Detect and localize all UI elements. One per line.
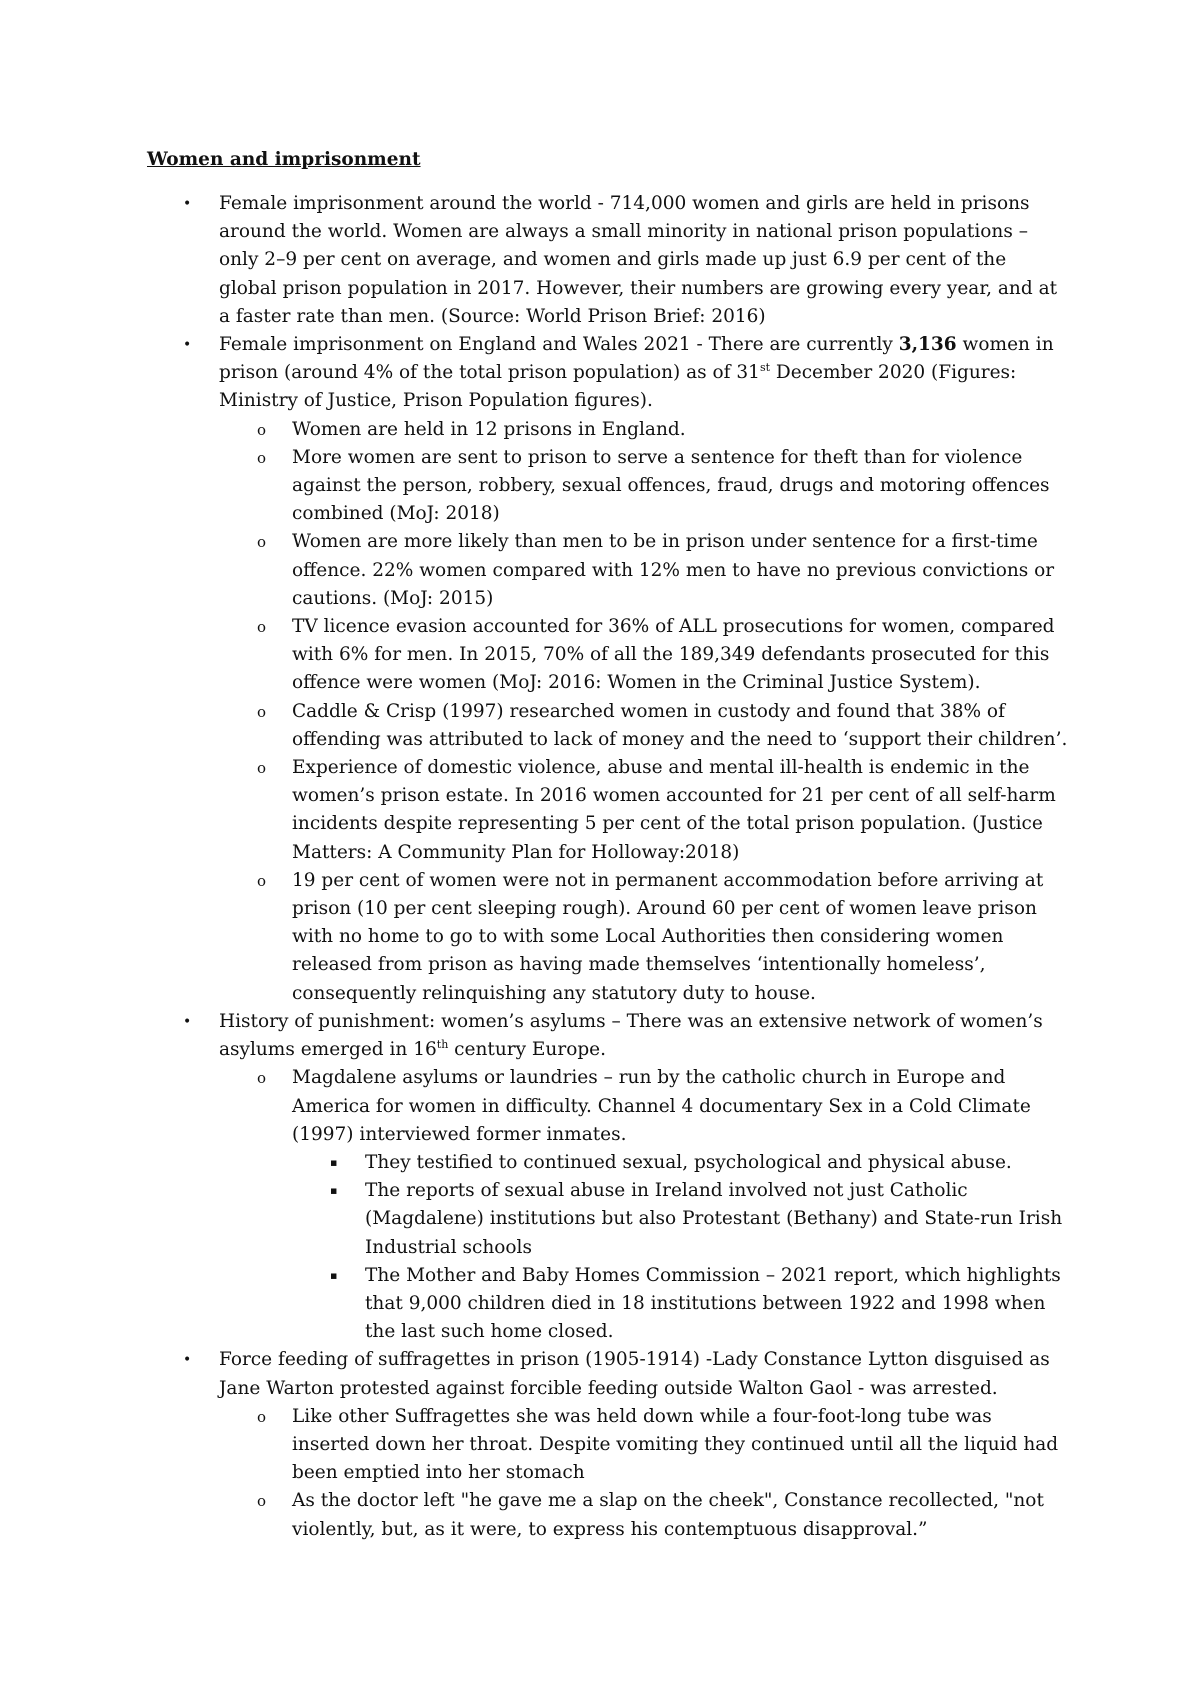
bullet-marker: ▪ <box>330 1155 338 1169</box>
list-item-text: More women are sent to prison to serve a sentence for theft than for violence against the person, robbery, sexual offences, fraud, drugs and motoring offences combined (MoJ: 2018) <box>292 446 1050 525</box>
list-item-text: TV licence evasion accounted for 36% of ALL prosecutions for women, compared with 6% for men. In 2015, 70% of all the 189,349 defendants prosecuted for this offence were women (MoJ: 2016: Women in the Criminal Justice System). <box>292 616 1055 694</box>
bullet-marker: o <box>257 1069 267 1088</box>
list-item-text: History of punishment: women’s asylums – There was an extensive network of women’s asylums emerged in 16th century Europe. <box>219 1010 1043 1061</box>
list-item-text: Like other Suffragettes she was held down while a four-foot-long tube was inserted down her throat. Despite vomiting they continued until all the liquid had been emptied into her stomach <box>292 1405 1059 1484</box>
sub-sub-bullet-list <box>292 1149 1069 1346</box>
list-item <box>219 867 1069 1008</box>
list-item-text: Women are more likely than men to be in prison under sentence for a first-time offence. 22% women compared with 12% men to have no previous convictions or cautions. (MoJ: 2015) <box>292 531 1055 609</box>
list-item-text: Magdalene asylums or laundries – run by the catholic church in Europe and America for women in difficulty. Channel 4 documentary Sex in a Cold Climate (1997) interviewed former inmates. <box>292 1067 1031 1145</box>
list-item <box>292 1149 1069 1177</box>
list-item-text: Women are held in 12 prisons in England. <box>292 418 686 440</box>
women-count: 3,136 <box>898 334 957 356</box>
list-item <box>219 528 1069 613</box>
bullet-marker: o <box>257 759 267 778</box>
bullet-marker: o <box>257 702 267 721</box>
list-item <box>292 1262 1069 1347</box>
bullet-marker: • <box>183 1352 192 1369</box>
list-item-text: As the doctor left "he gave me a slap on the cheek", Constance recollected, "not violently, but, as it were, to express his contemptuous disapproval.” <box>292 1490 1044 1540</box>
list-item <box>0 190 1069 331</box>
list-item <box>219 698 1069 754</box>
list-item-text: Caddle & Crisp (1997) researched women in custody and found that 38% of offending was attributed to lack of money and the need to ‘support their children’. <box>292 700 1068 750</box>
list-item-text: They testified to continued sexual, psychological and physical abuse. <box>365 1151 1012 1173</box>
list-item <box>292 1177 1069 1262</box>
list-item <box>219 1487 1069 1543</box>
bullet-marker: ▪ <box>330 1268 338 1282</box>
list-item <box>0 331 1069 1008</box>
list-item-text: Experience of domestic violence, abuse and mental ill-health is endemic in the women’s prison estate. In 2016 women accounted for 21 per cent of all self-harm incidents despite representing 5 per cent of the total prison population. (Justice Matters: A Community Plan for Holloway:2018) <box>292 757 1056 863</box>
list-item-text: Female imprisonment around the world - 714,000 women and girls are held in prisons around the world. Women are always a small minority in national prison populations – only 2–9 per cent on average, and women and girls made up just 6.9 per cent of the global prison population in 2017. However, their numbers are growing every year, and at a faster rate than men. (Source: World Prison Brief: 2016) <box>219 193 1058 327</box>
document-title: Women and imprisonment <box>147 149 421 170</box>
list-item <box>219 1403 1069 1488</box>
bullet-marker: o <box>257 420 267 439</box>
list-item-text: The Mother and Baby Homes Commission – 2021 report, which highlights that 9,000 children died in 18 institutions between 1922 and 1998 when the last such home closed. <box>365 1264 1061 1343</box>
ordinal-suffix: st <box>759 361 771 375</box>
list-item-text: Force feeding of suffragettes in prison (1905-1914) -Lady Constance Lytton disguised as Jane Warton protested against forcible feeding outside Walton Gaol - was arrested. <box>219 1349 1050 1399</box>
sub-bullet-list <box>219 1403 1069 1544</box>
sub-bullet-list <box>219 1064 1069 1346</box>
list-item-text: The reports of sexual abuse in Ireland involved not just Catholic (Magdalene) institutions but also Protestant (Bethany) and State-run Irish Industrial schools <box>365 1180 1063 1258</box>
bullet-marker: o <box>257 618 267 637</box>
ordinal-suffix: th <box>436 1037 449 1051</box>
bullet-marker: o <box>257 448 267 467</box>
list-item <box>219 754 1069 867</box>
bullet-marker: • <box>183 1013 192 1030</box>
list-item <box>219 416 1069 444</box>
bullet-marker: o <box>257 1407 267 1426</box>
list-item <box>0 1346 1069 1543</box>
list-item <box>219 1064 1069 1346</box>
main-bullet-list <box>0 190 1200 1544</box>
list-item <box>219 444 1069 529</box>
sub-bullet-list <box>219 416 1069 1008</box>
bullet-marker: • <box>183 196 192 212</box>
bullet-marker: ▪ <box>330 1184 338 1198</box>
bullet-marker: o <box>257 1492 267 1511</box>
list-item-text: 19 per cent of women were not in permanent accommodation before arriving at prison (10 per cent sleeping rough). Around 60 per cent of women leave prison with no home to go to with some Local Authorities then considering women released from prison as having made themselves ‘intentionally homeless’, consequently relinquishing any statutory duty to house. <box>292 869 1044 1004</box>
list-item-text: Female imprisonment on England and Wales 2021 - There are currently 3,136 women in prison (around 4% of the total prison population) as of 31st December 2020 (Figures: Ministry of Justice, Prison Population figures). <box>219 334 1054 412</box>
list-item <box>219 613 1069 698</box>
bullet-marker: o <box>257 533 267 552</box>
list-item <box>0 1008 1069 1346</box>
bullet-marker: • <box>183 337 192 354</box>
bullet-marker: o <box>257 871 267 890</box>
